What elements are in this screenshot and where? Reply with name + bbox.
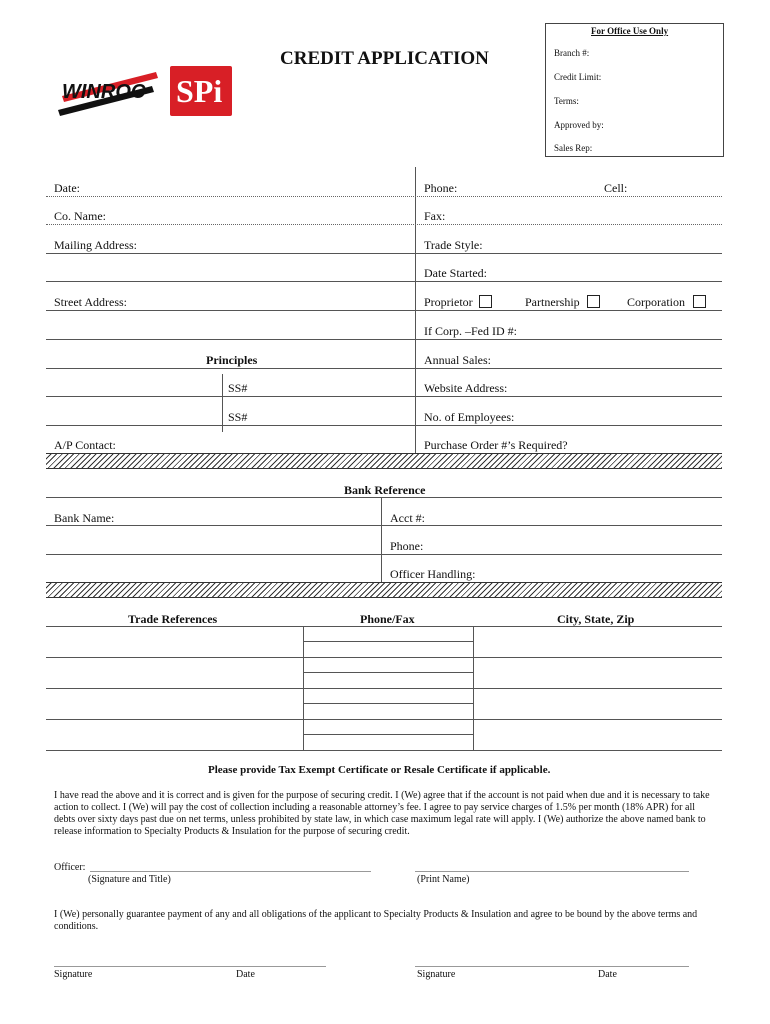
street-address-label[interactable]: Street Address: xyxy=(54,295,127,309)
terms-line: release information to Specialty Products & Insulation for the purpose of securing credit. xyxy=(54,826,410,837)
office-field-credit-limit[interactable]: Credit Limit: xyxy=(554,72,602,82)
date-caption-2: Date xyxy=(598,969,617,980)
guarantee-line: I (We) personally guarantee payment of any and all obligations of the applicant to Specialty Products & Insulation and agree to be bound by the above terms and xyxy=(54,909,698,920)
row-line xyxy=(46,281,722,282)
form-title: CREDIT APPLICATION xyxy=(280,48,489,69)
ss-label-2[interactable]: SS# xyxy=(228,410,248,424)
acct-label[interactable]: Acct #: xyxy=(390,511,425,525)
row-line xyxy=(46,224,722,225)
row-line xyxy=(303,641,473,642)
ap-contact-label[interactable]: A/P Contact: xyxy=(54,438,116,452)
employees-label[interactable]: No. of Employees: xyxy=(424,410,515,424)
office-field-approved-by[interactable]: Approved by: xyxy=(554,120,604,130)
partnership-label: Partnership xyxy=(525,295,580,309)
spi-logo xyxy=(170,66,232,116)
phone-label[interactable]: Phone: xyxy=(424,181,458,195)
office-use-box xyxy=(545,23,724,157)
company-name-label[interactable]: Co. Name: xyxy=(54,209,106,223)
signature-title-caption: (Signature and Title) xyxy=(88,874,171,885)
signature-caption-2: Signature xyxy=(417,969,456,980)
corporation-checkbox[interactable] xyxy=(693,295,706,308)
section-divider-hatch xyxy=(46,582,722,598)
section-divider-hatch xyxy=(46,453,722,469)
bank-name-label[interactable]: Bank Name: xyxy=(54,511,115,525)
officer-signature-line[interactable] xyxy=(90,871,371,872)
partnership-checkbox[interactable] xyxy=(587,295,600,308)
terms-line: debts over sixty days past due on net terms, unless prohibited by state law, in which case maximum legal rate will apply. I (We) authorize the above named bank to xyxy=(54,814,706,825)
bank-phone-label[interactable]: Phone: xyxy=(390,539,424,553)
city-state-zip-heading: City, State, Zip xyxy=(557,612,635,626)
trade-references-heading: Trade References xyxy=(128,612,218,626)
row-line xyxy=(303,734,473,735)
svg-text:SPi: SPi xyxy=(176,73,223,109)
cell-label[interactable]: Cell: xyxy=(604,181,628,195)
terms-line: I have read the above and it is correct and is given for the purpose of securing credit. I (We) agree that if the account is not paid when due and it is necessary to take xyxy=(54,790,710,801)
proprietor-checkbox[interactable] xyxy=(479,295,492,308)
phone-fax-heading: Phone/Fax xyxy=(360,612,415,626)
corporation-label: Corporation xyxy=(627,295,685,309)
row-line xyxy=(46,396,722,397)
bank-divider xyxy=(381,497,382,583)
terms-paragraph xyxy=(54,790,724,838)
row-line xyxy=(46,339,722,340)
office-use-heading: For Office Use Only xyxy=(591,26,669,36)
guarantor-signature-line-1[interactable] xyxy=(54,966,326,967)
officer-label: Officer: xyxy=(54,862,86,873)
row-line xyxy=(46,253,722,254)
officer-handling-label[interactable]: Officer Handling: xyxy=(390,567,476,581)
row-line xyxy=(46,497,722,498)
office-field-sales-rep[interactable]: Sales Rep: xyxy=(554,143,593,153)
row-line xyxy=(46,196,722,197)
po-required-label[interactable]: Purchase Order #’s Required? xyxy=(424,438,568,452)
svg-text:WINROC: WINROC xyxy=(62,81,146,103)
tax-exempt-notice: Please provide Tax Exempt Certificate or Resale Certificate if applicable. xyxy=(208,764,551,776)
fax-label[interactable]: Fax: xyxy=(424,209,446,223)
print-name-caption: (Print Name) xyxy=(417,874,470,885)
row-line xyxy=(46,688,722,689)
guarantee-line: conditions. xyxy=(54,921,99,932)
row-line xyxy=(46,657,722,658)
row-line xyxy=(46,554,722,555)
office-field-branch[interactable]: Branch #: xyxy=(554,48,590,58)
winroc-logo xyxy=(56,66,160,116)
row-line xyxy=(46,626,722,627)
print-name-line[interactable] xyxy=(415,871,689,872)
signature-caption-1: Signature xyxy=(54,969,93,980)
mailing-address-label[interactable]: Mailing Address: xyxy=(54,238,137,252)
row-line xyxy=(46,719,722,720)
annual-sales-label[interactable]: Annual Sales: xyxy=(424,353,491,367)
row-line xyxy=(46,368,722,369)
date-label[interactable]: Date: xyxy=(54,181,80,195)
terms-line: action to collect. I (We) will pay the cost of collection including a reasonable attorney’s fee. I agree to pay service charges of 1.5% per month (18% APR) for all xyxy=(54,802,696,813)
date-caption-1: Date xyxy=(236,969,255,980)
principles-divider xyxy=(222,374,223,432)
ss-label-1[interactable]: SS# xyxy=(228,381,248,395)
row-line xyxy=(46,525,722,526)
row-line xyxy=(303,703,473,704)
guarantee-paragraph xyxy=(54,909,724,933)
date-started-label[interactable]: Date Started: xyxy=(424,266,487,280)
bank-reference-heading: Bank Reference xyxy=(344,483,426,497)
center-divider xyxy=(415,167,416,463)
proprietor-label: Proprietor xyxy=(424,295,473,309)
website-label[interactable]: Website Address: xyxy=(424,381,508,395)
trade-style-label[interactable]: Trade Style: xyxy=(424,238,483,252)
office-field-terms[interactable]: Terms: xyxy=(554,96,579,106)
row-line xyxy=(46,310,722,311)
guarantor-signature-line-2[interactable] xyxy=(415,966,689,967)
row-line xyxy=(46,750,722,751)
principles-heading: Principles xyxy=(206,353,258,367)
fed-id-label[interactable]: If Corp. –Fed ID #: xyxy=(424,324,517,338)
row-line xyxy=(303,672,473,673)
row-line xyxy=(46,425,722,426)
